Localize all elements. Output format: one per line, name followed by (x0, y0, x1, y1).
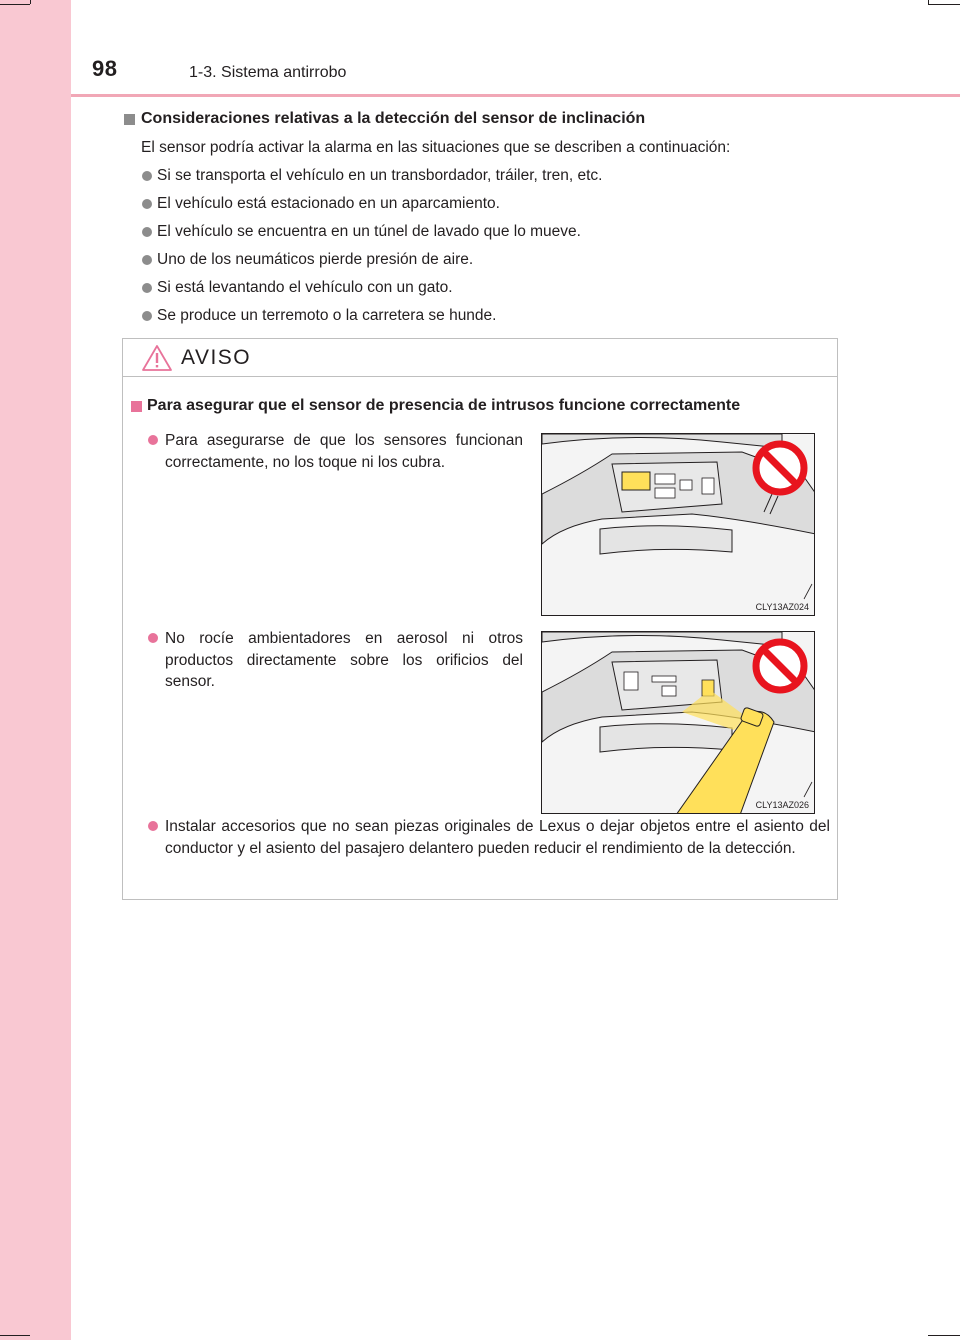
warning-item-text: Para asegurarse de que los sensores funcionan correctamente, no los toque ni los cubra. (165, 432, 523, 471)
warning-heading-text: Para asegurar que el sensor de presencia de intrusos funcione correctamente (147, 397, 741, 414)
warning-header (123, 339, 837, 377)
overhead-console-illustration (542, 434, 815, 616)
bullet-dot-icon (142, 311, 152, 321)
warning-item-touch (165, 430, 523, 473)
warning-item-text: Instalar accesorios que no sean piezas originales de Lexus o dejar objetos entre el asiento del conductor y el asiento del pasajero delantero pueden reducir el rendimiento de la detección. (165, 818, 830, 857)
list-item (141, 306, 844, 326)
side-band (0, 0, 71, 1340)
list-item-text: Si se transporta el vehículo en un transbordador, tráiler, tren, etc. (157, 167, 603, 184)
illustration-code: CLY13AZ026 (755, 800, 809, 810)
crop-mark (928, 4, 960, 5)
tilt-heading (124, 108, 844, 130)
aerosol-spray-illustration (542, 632, 815, 814)
warning-triangle-icon (141, 344, 173, 372)
crop-mark (0, 4, 30, 5)
warning-box (122, 338, 838, 900)
crop-mark (928, 1335, 960, 1336)
bullet-dot-icon (142, 255, 152, 265)
header-rule (71, 94, 960, 97)
list-item (141, 194, 844, 214)
tilt-intro: El sensor podría activar la alarma en las situaciones que se describen a continuación: (141, 139, 731, 156)
bullet-dot-icon (148, 633, 158, 643)
list-item (141, 278, 844, 298)
warning-item-accessories (165, 816, 830, 859)
list-item (141, 222, 844, 242)
illustration-sensor-touch (541, 433, 815, 616)
page-number: 98 (92, 56, 118, 81)
illustration-aerosol (541, 631, 815, 814)
square-bullet-icon (124, 114, 135, 125)
square-bullet-icon (131, 401, 142, 412)
list-item (141, 166, 844, 186)
bullet-dot-icon (142, 199, 152, 209)
list-item-text: Si está levantando el vehículo con un gato. (157, 279, 453, 296)
tilt-sensor-section (124, 108, 844, 326)
bullet-dot-icon (148, 435, 158, 445)
bullet-dot-icon (142, 227, 152, 237)
list-item (141, 250, 844, 270)
crop-mark (928, 0, 929, 4)
list-item-text: El vehículo está estacionado en un aparcamiento. (157, 195, 500, 212)
warning-item-aerosol (165, 628, 523, 693)
bullet-dot-icon (148, 821, 158, 831)
list-item-text: Se produce un terremoto o la carretera se hunde. (157, 307, 497, 324)
list-item-text: El vehículo se encuentra en un túnel de lavado que lo mueve. (157, 223, 581, 240)
list-item-text: Uno de los neumáticos pierde presión de aire. (157, 251, 474, 268)
section-title: 1-3. Sistema antirrobo (189, 64, 347, 81)
tilt-heading-text: Consideraciones relativas a la detección del sensor de inclinación (141, 110, 646, 127)
bullet-dot-icon (142, 171, 152, 181)
illustration-code: CLY13AZ024 (755, 602, 809, 612)
warning-title: AVISO (181, 345, 252, 369)
crop-mark (30, 0, 31, 4)
tilt-list (141, 166, 844, 326)
crop-mark (0, 1335, 30, 1336)
bullet-dot-icon (142, 283, 152, 293)
warning-heading (131, 397, 740, 415)
warning-item-text: No rocíe ambientadores en aerosol ni otros productos directamente sobre los orificios del sensor. (165, 630, 523, 690)
